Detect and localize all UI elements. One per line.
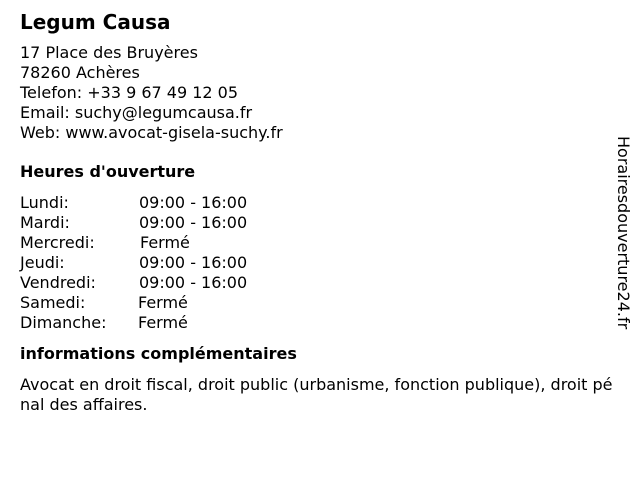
phone-line: Telefon: +33 9 67 49 12 05 bbox=[20, 83, 239, 102]
hours-time: 09:00 - 16:00 bbox=[139, 273, 248, 292]
hours-time: Fermé bbox=[138, 313, 188, 332]
hours-day: Mardi: bbox=[20, 213, 70, 232]
hours-row-dimanche bbox=[20, 313, 620, 333]
hours-row-samedi bbox=[20, 293, 620, 313]
hours-row-mardi bbox=[20, 213, 620, 233]
hours-row-vendredi bbox=[20, 273, 620, 293]
info-description: Avocat en droit fiscal, droit public (urbanisme, fonction publique), droit pénal des affaires. bbox=[20, 375, 613, 414]
hours-day: Jeudi: bbox=[20, 253, 65, 272]
hours-day: Lundi: bbox=[20, 193, 69, 212]
hours-table bbox=[20, 193, 620, 333]
hours-time: 09:00 - 16:00 bbox=[139, 213, 248, 232]
hours-time: 09:00 - 16:00 bbox=[139, 253, 248, 272]
hours-row-mercredi bbox=[20, 233, 620, 253]
hours-time: Fermé bbox=[140, 233, 190, 252]
hours-day: Mercredi: bbox=[20, 233, 95, 252]
business-card bbox=[20, 8, 620, 415]
email-line: Email: suchy@legumcausa.fr bbox=[20, 103, 253, 122]
hours-time: Fermé bbox=[138, 293, 188, 312]
hours-day: Vendredi: bbox=[20, 273, 96, 292]
address-city: 78260 Achères bbox=[20, 63, 140, 82]
site-watermark: Horairesdouverture24.fr bbox=[614, 136, 633, 330]
hours-day: Samedi: bbox=[20, 293, 86, 312]
web-line: Web: www.avocat-gisela-suchy.fr bbox=[20, 123, 283, 142]
hours-heading: Heures d'ouverture bbox=[20, 162, 196, 181]
hours-row-jeudi bbox=[20, 253, 620, 273]
hours-time: 09:00 - 16:00 bbox=[139, 193, 248, 212]
address-street: 17 Place des Bruyères bbox=[20, 43, 198, 62]
hours-day: Dimanche: bbox=[20, 313, 107, 332]
business-name: Legum Causa bbox=[20, 10, 171, 34]
hours-row-lundi bbox=[20, 193, 620, 213]
info-heading: informations complémentaires bbox=[20, 344, 297, 363]
